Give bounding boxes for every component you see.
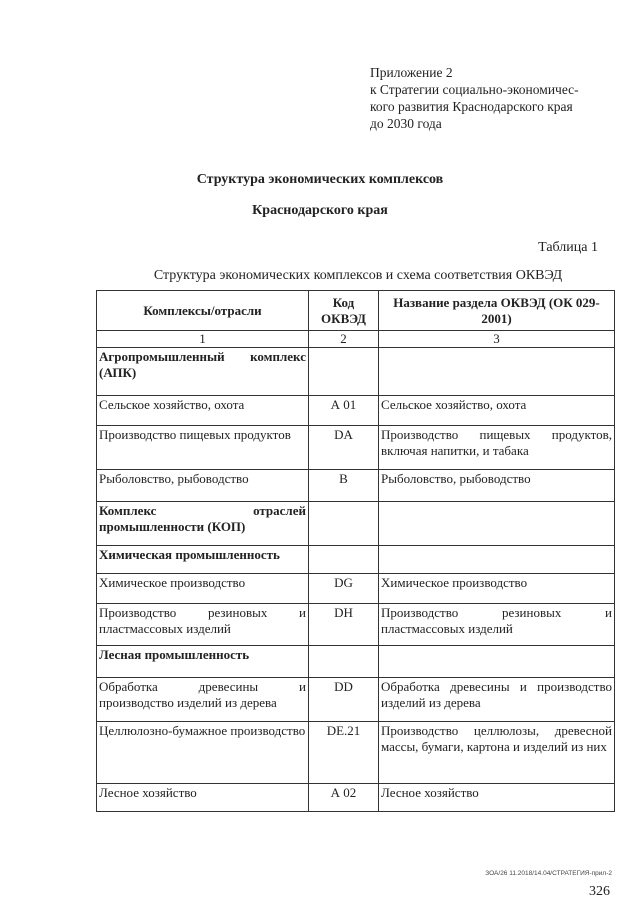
- row-name: Комплекс отраслей промышленности (КОП): [97, 502, 309, 546]
- row-code: А 01: [309, 396, 379, 426]
- table-row: [97, 574, 615, 604]
- row-name: Лесная промышленность: [97, 646, 309, 678]
- page-number: 326: [589, 884, 610, 899]
- document-title-line-1: Структура экономических комплексов: [196, 172, 444, 187]
- row-name: Целлюлозно-бумажное производство: [97, 722, 309, 784]
- table-header-row: [97, 291, 615, 331]
- table-row: [97, 502, 615, 546]
- row-name: Обработка древесины и производство изделий из дерева: [97, 678, 309, 722]
- header-okved-section: Название раздела ОКВЭД (ОК 029-2001): [379, 291, 615, 331]
- table-row: [97, 722, 615, 784]
- table-row: [97, 604, 615, 646]
- appendix-line: Приложение 2: [370, 65, 453, 80]
- row-section: Обработка древесины и производство изделий из дерева: [379, 678, 615, 722]
- row-name: Химическое производство: [97, 574, 309, 604]
- row-section: [379, 502, 615, 546]
- table-row: [97, 546, 615, 574]
- row-code: DA: [309, 426, 379, 470]
- table-row: [97, 784, 615, 812]
- row-code: DG: [309, 574, 379, 604]
- row-name: Агропромышленный комплекс (АПК): [97, 348, 309, 396]
- footer-document-code: ЗОА/26 11.2018/14.04/СТРАТЕГИЯ-прил-2: [485, 870, 612, 877]
- row-name: Рыболовство, рыбоводство: [97, 470, 309, 502]
- appendix-line: кого развития Краснодарского края: [370, 99, 573, 114]
- table-label: Таблица 1: [538, 240, 598, 255]
- row-code: [309, 546, 379, 574]
- row-section: Химическое производство: [379, 574, 615, 604]
- column-number: 1: [97, 331, 309, 348]
- row-code: DD: [309, 678, 379, 722]
- row-section: Производство пищевых продуктов, включая напитки, и табака: [379, 426, 615, 470]
- row-name: Лесное хозяйство: [97, 784, 309, 812]
- table-row: [97, 470, 615, 502]
- appendix-line: к Стратегии социально-экономичес-: [370, 82, 579, 97]
- table-row: [97, 678, 615, 722]
- row-section: Сельское хозяйство, охота: [379, 396, 615, 426]
- header-okved-code: Код ОКВЭД: [309, 291, 379, 331]
- column-number: 3: [379, 331, 615, 348]
- row-code: А 02: [309, 784, 379, 812]
- row-section: [379, 546, 615, 574]
- table-caption: Структура экономических комплексов и схема соответствия ОКВЭД: [153, 268, 563, 283]
- appendix-note: [370, 64, 579, 132]
- row-code: B: [309, 470, 379, 502]
- row-name: Производство пищевых продуктов: [97, 426, 309, 470]
- row-name: Химическая промышленность: [97, 546, 309, 574]
- row-code: DE.21: [309, 722, 379, 784]
- document-title-line-2: Краснодарского края: [252, 203, 388, 218]
- table-row: [97, 348, 615, 396]
- row-section: Производство резиновых и пластмассовых изделий: [379, 604, 615, 646]
- row-code: DH: [309, 604, 379, 646]
- okved-table: [96, 290, 615, 812]
- row-section: Производство целлюлозы, древесной массы, бумаги, картона и изделий из них: [379, 722, 615, 784]
- table-row: [97, 396, 615, 426]
- column-numbers-row: [97, 331, 615, 348]
- column-number: 2: [309, 331, 379, 348]
- row-section: Рыболовство, рыбоводство: [379, 470, 615, 502]
- row-name: Производство резиновых и пластмассовых изделий: [97, 604, 309, 646]
- row-section: [379, 348, 615, 396]
- table-row: [97, 426, 615, 470]
- row-name: Сельское хозяйство, охота: [97, 396, 309, 426]
- row-section: [379, 646, 615, 678]
- row-code: [309, 348, 379, 396]
- table-row: [97, 646, 615, 678]
- appendix-line: до 2030 года: [370, 116, 442, 131]
- header-complexes: Комплексы/отрасли: [97, 291, 309, 331]
- row-code: [309, 502, 379, 546]
- row-code: [309, 646, 379, 678]
- row-section: Лесное хозяйство: [379, 784, 615, 812]
